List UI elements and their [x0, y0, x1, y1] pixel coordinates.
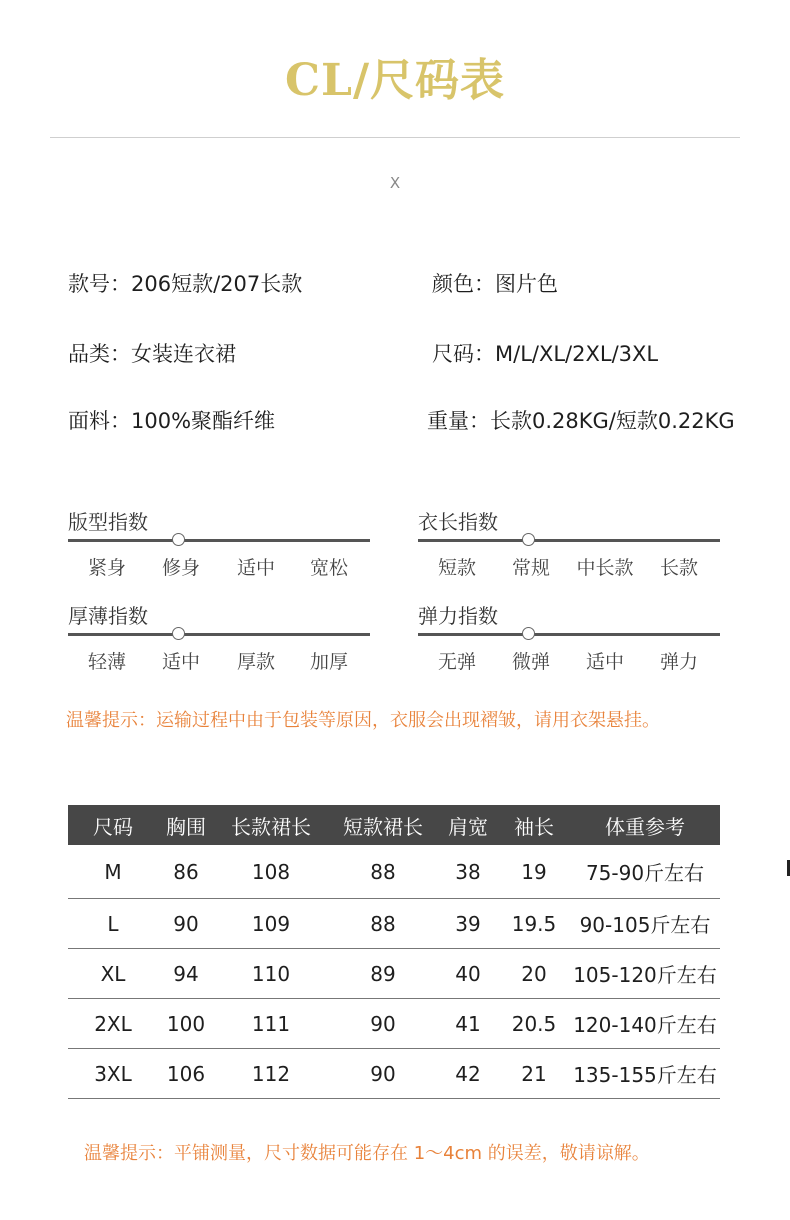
scale-title: 衣长指数 [418, 510, 498, 534]
table-cell: 88 [328, 845, 438, 899]
page-title: CL/尺码表 [284, 55, 506, 106]
scale-option: 微弹 [511, 651, 550, 673]
size-table [68, 805, 720, 1099]
table-cell: 88 [328, 899, 438, 949]
table-cell: 40 [438, 949, 498, 999]
scale-option: 无弹 [437, 651, 476, 673]
scale-option: 长款 [659, 557, 698, 579]
measurement-tip: 温馨提示：平铺测量，尺寸数据可能存在 1～4cm 的误差，敬请谅解。 [84, 1143, 650, 1164]
scale-option: 弹力 [659, 651, 698, 673]
sizes-info: 尺码：M/L/XL/2XL/3XL [432, 342, 659, 366]
table-header-row [68, 805, 720, 845]
table-cell: 41 [438, 999, 498, 1049]
scale-option: 常规 [511, 557, 550, 579]
scale-option: 适中 [161, 651, 200, 673]
table-cell: 106 [158, 1049, 214, 1099]
table-cell: 110 [214, 949, 328, 999]
table-cell: 21 [498, 1049, 570, 1099]
table-cell: 39 [438, 899, 498, 949]
table-cell: 2XL [68, 999, 158, 1049]
scale-track [68, 539, 370, 542]
table-cell: 42 [438, 1049, 498, 1099]
scale-track [418, 633, 720, 636]
table-cell: 90 [328, 1049, 438, 1099]
scale-option: 短款 [437, 557, 476, 579]
scale-option: 宽松 [309, 557, 348, 579]
scale-title: 版型指数 [68, 510, 148, 534]
table-cell: 94 [158, 949, 214, 999]
color-info: 颜色：图片色 [432, 272, 558, 296]
table-cell: 109 [214, 899, 328, 949]
style-number: 款号：206短款/207长款 [68, 272, 303, 296]
column-header: 胸围 [158, 805, 214, 845]
table-row [68, 1049, 720, 1099]
table-cell: 3XL [68, 1049, 158, 1099]
x-mark: X [389, 174, 401, 192]
table-cell: 38 [438, 845, 498, 899]
scale-option: 紧身 [87, 557, 126, 579]
scale-option: 适中 [236, 557, 275, 579]
table-row [68, 899, 720, 949]
column-header: 体重参考 [570, 805, 720, 845]
scale-indicator [522, 533, 535, 546]
table-cell: 108 [214, 845, 328, 899]
scale-track [418, 539, 720, 542]
column-header: 长款裙长 [214, 805, 328, 845]
scale-title: 厚薄指数 [68, 604, 148, 628]
table-cell: 100 [158, 999, 214, 1049]
table-cell: 111 [214, 999, 328, 1049]
weight-info: 重量：长款0.28KG/短款0.22KG [427, 409, 735, 433]
scale-indicator [172, 533, 185, 546]
table-cell: M [68, 845, 158, 899]
table-cell: 20.5 [498, 999, 570, 1049]
scale-option: 轻薄 [87, 651, 126, 673]
table-cell: 20 [498, 949, 570, 999]
scale-option: 修身 [161, 557, 200, 579]
fabric-info: 面料：100%聚酯纤维 [68, 409, 276, 433]
table-cell: 86 [158, 845, 214, 899]
table-cell: 75-90斤左右 [570, 845, 720, 899]
table-cell: 135-155斤左右 [570, 1049, 720, 1099]
table-cell: 112 [214, 1049, 328, 1099]
scale-indicator [522, 627, 535, 640]
scale-option: 适中 [585, 651, 624, 673]
table-cell: 19 [498, 845, 570, 899]
table-cell: 90 [158, 899, 214, 949]
table-row [68, 949, 720, 999]
scale-title: 弹力指数 [418, 604, 498, 628]
table-cell: 120-140斤左右 [570, 999, 720, 1049]
table-row [68, 999, 720, 1049]
table-row [68, 845, 720, 899]
scale-option: 厚款 [236, 651, 275, 673]
scale-track [68, 633, 370, 636]
table-cell: 90 [328, 999, 438, 1049]
scale-option: 加厚 [309, 651, 348, 673]
table-cell: 19.5 [498, 899, 570, 949]
table-cell: 89 [328, 949, 438, 999]
table-cell: XL [68, 949, 158, 999]
column-header: 尺码 [68, 805, 158, 845]
shipping-tip: 温馨提示：运输过程中由于包装等原因，衣服会出现褶皱，请用衣架悬挂。 [66, 710, 660, 731]
table-cell: 105-120斤左右 [570, 949, 720, 999]
column-header: 肩宽 [438, 805, 498, 845]
table-cell: L [68, 899, 158, 949]
table-cell: 90-105斤左右 [570, 899, 720, 949]
column-header: 袖长 [498, 805, 570, 845]
column-header: 短款裙长 [328, 805, 438, 845]
divider [50, 137, 740, 138]
category-info: 品类：女装连衣裙 [68, 342, 236, 366]
scale-indicator [172, 627, 185, 640]
scale-option: 中长款 [576, 557, 634, 579]
